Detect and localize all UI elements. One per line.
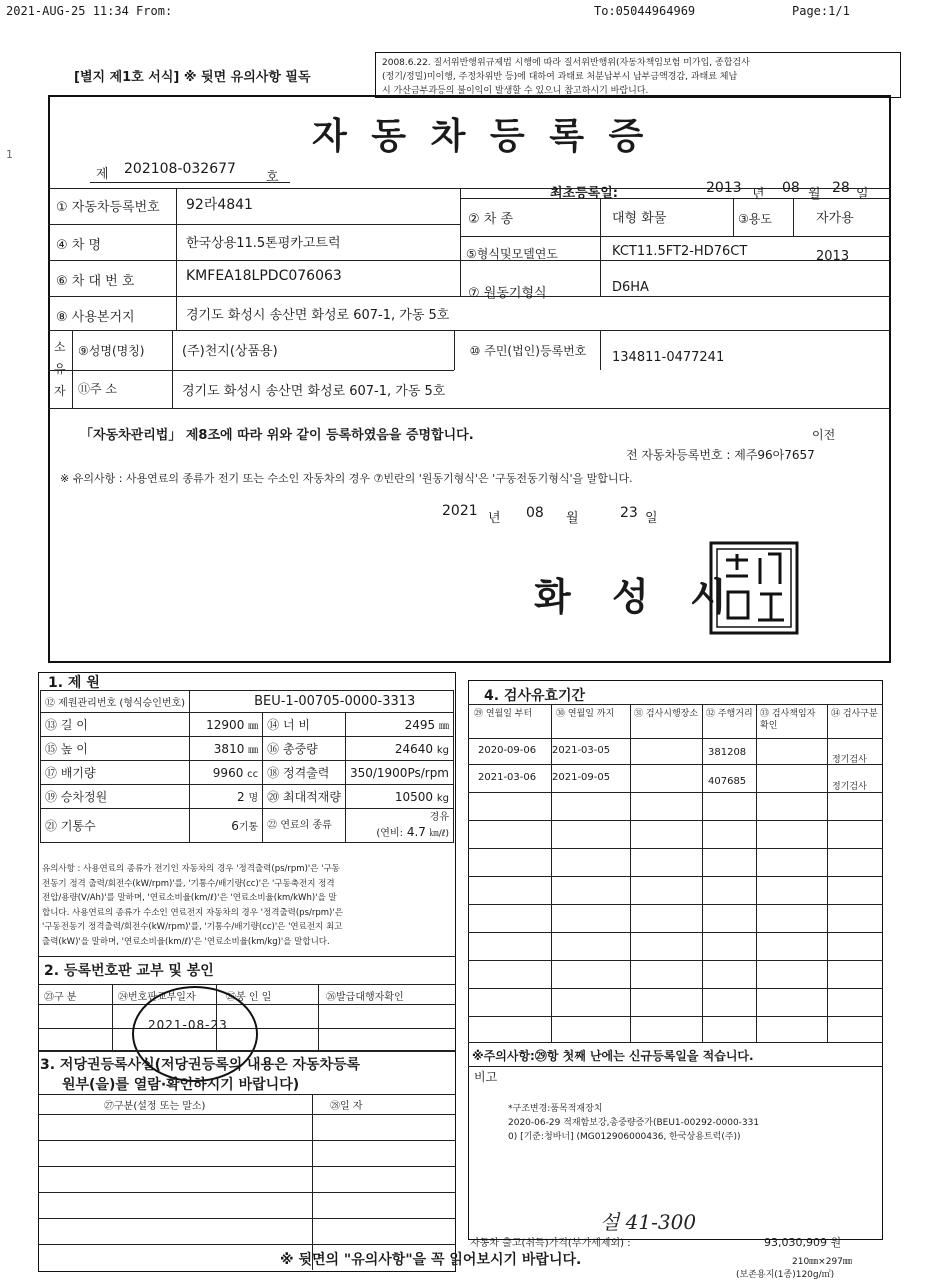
grid-line (600, 198, 601, 296)
grid-line (38, 1094, 456, 1095)
fuel-value: 경유 (429, 811, 449, 823)
plate-label: ① 자동차등록번호 (56, 200, 160, 215)
height-unit: ㎜ (248, 745, 259, 756)
left-mark: 1 (6, 148, 13, 161)
base-value: 경기도 화성시 송산면 화성로 607-1, 가동 5호 (186, 308, 450, 323)
issue-year-char: 년 (488, 511, 501, 526)
disp-label: ⑰ 배기량 (41, 761, 190, 785)
grid-line (460, 236, 891, 237)
insp-title: 4. 검사유효기간 (484, 688, 586, 704)
disp-unit: cc (247, 768, 259, 780)
grid-line (468, 988, 883, 989)
height-label: ⑮ 높 이 (41, 737, 190, 761)
cyl-label: ㉑ 기통수 (41, 809, 190, 843)
first-reg-label: 최초등록일: (550, 186, 618, 201)
mortgage-title-2: 원부(을)를 열람·확인하시기 바랍니다) (62, 1077, 300, 1093)
grid-line (468, 876, 883, 877)
engine-value: D6HA (612, 280, 649, 295)
grid-line (468, 960, 883, 961)
grid-line (38, 1244, 456, 1245)
grid-line (38, 1114, 456, 1115)
grid-line (48, 188, 891, 189)
grid-line (468, 1042, 883, 1043)
grid-line (318, 984, 319, 1050)
issuer-name: 화 성 시 (534, 574, 741, 619)
issue-month-char: 월 (566, 511, 579, 526)
remark-lines (508, 1102, 759, 1144)
plate-issue-h1: ㉓구 분 (44, 992, 77, 1003)
weight-label: ⑯ 총중량 (263, 737, 346, 761)
grid-line (48, 408, 891, 409)
load-unit: kg (436, 792, 449, 804)
insp-h6: ㉞ 검사구분 (831, 709, 878, 719)
mortgage-title: 3. 저당권등록사실(저당권등록의 내용은 자동차등록 (40, 1057, 361, 1073)
cyl-value: 6 (231, 819, 239, 833)
mortgage-h1: ㉗구분(설정 또는 말소) (104, 1101, 206, 1112)
remark-line: 0) [기준:청바너] (MG012906000436, 한국상용트럭(주)) (508, 1132, 741, 1142)
grid-line (756, 704, 757, 1042)
grid-line (468, 1066, 883, 1067)
width-unit: ㎜ (439, 721, 449, 732)
spec-note-line: 유의사항 : 사용연료의 종류가 전기인 자동차의 경우 '정격출력(ps/rpm)'은 '구동 (42, 864, 340, 874)
grid-line (460, 188, 461, 296)
grid-line (468, 764, 883, 765)
grid-line (468, 738, 883, 739)
reg-no-prefix: 제 (96, 167, 109, 182)
fax-page: Page:1/1 (792, 4, 850, 18)
length-label: ⑬ 길 이 (41, 713, 190, 737)
section-divider (38, 1050, 456, 1052)
reg-no-suffix: 호 (266, 170, 279, 185)
remark-line: 2020-06-29 적재함보강,총중량증가(BEU1-00292-0000-331 (508, 1118, 760, 1128)
cyl-unit: 기통 (238, 822, 259, 833)
eff-label: (연비: (376, 827, 403, 839)
day-char: 일 (856, 187, 869, 202)
engine-label: ⑦ 원동기형식 (468, 286, 547, 301)
footer-notice: ※ 뒷면의 "유의사항"을 꼭 읽어보시기 바랍니다. (280, 1252, 582, 1268)
name-label: ④ 차 명 (56, 238, 102, 253)
cert-text: 「자동차관리법」 제8조에 따라 위와 같이 등록하였음을 증명합니다. (80, 428, 474, 443)
grid-line (793, 198, 794, 236)
grid-line (600, 330, 601, 370)
width-value: 2495 (404, 718, 436, 732)
grid-line (827, 704, 828, 1042)
remark-note: ※주의사항:㉙항 첫째 난에는 신규등록일을 적습니다. (472, 1049, 754, 1063)
insp-from: 2020-09-06 (478, 745, 537, 756)
plate-issue-h3: ㉕봉 인 일 (226, 992, 272, 1003)
vin-value: KMFEA18LPDC076063 (186, 268, 342, 284)
grid-line (38, 1140, 456, 1141)
first-reg-day: 28 (832, 180, 850, 196)
official-seal-icon (708, 540, 800, 636)
use-value: 자가용 (816, 211, 854, 226)
grid-line (468, 848, 883, 849)
grid-line (72, 330, 73, 408)
prev-plate: 전 자동차등록번호 : 제주96아7657 (626, 448, 815, 462)
grid-line (468, 704, 883, 705)
model-year: 2013 (816, 249, 850, 264)
grid-line (468, 1016, 883, 1017)
owner-addr-label: ⑪주 소 (78, 382, 117, 396)
reg-no-underline (90, 182, 290, 183)
base-label: ⑧ 사용본거지 (56, 310, 135, 325)
plate-issue-title: 2. 등록번호판 교부 및 봉인 (44, 963, 214, 979)
code-label: ⑫ 제원관리번호 (형식승인번호) (41, 691, 190, 713)
model-label: ⑤형식및모델연도 (466, 247, 558, 261)
owner-name-label: ⑨성명(명칭) (78, 344, 145, 358)
insp-h3: ㉛ 검사시행장소 (634, 709, 699, 719)
notice-line-1: 2008.6.22. 질서위반행위규제법 시행에 따라 질서위반행위(자동차책임보험 미가입, 종합검사 (382, 58, 750, 68)
issue-year: 2021 (442, 503, 478, 519)
grid-line (468, 904, 883, 905)
first-reg-year: 2013 (706, 180, 742, 196)
grid-line (468, 932, 883, 933)
fax-datetime: 2021-AUG-25 11:34 From: (6, 4, 173, 18)
model-value: KCT11.5FT2-HD76CT (612, 244, 748, 259)
grid-line (630, 704, 631, 1042)
code-value: BEU-1-00705-0000-3313 (190, 691, 454, 713)
grid-line (48, 224, 460, 225)
seats-value: 2 (237, 790, 245, 804)
spec-note-line: 합니다. 사용연료의 종류가 수소인 연료전지 자동차의 경우 '정격출력(ps/rpm)'은 (42, 907, 343, 918)
eff-unit: ㎞/ℓ) (429, 828, 449, 839)
year-char: 년 (752, 187, 765, 202)
handwritten-note: 설 41-300 (600, 1210, 697, 1234)
grid-line (112, 984, 113, 1050)
issue-day: 23 (620, 505, 638, 521)
document-title: 자 동 차 등 록 증 (312, 115, 650, 157)
plate-value: 92라4841 (186, 197, 253, 213)
fuel-label: ㉒ 연료의 종류 (263, 809, 346, 843)
reg-no: 202108-032677 (124, 161, 236, 177)
grid-line (454, 330, 455, 370)
paper-size: 210㎜×297㎜ (792, 1257, 852, 1267)
grid-line (460, 198, 891, 199)
grid-line (38, 1218, 456, 1219)
name-value: 한국상용11.5톤평카고트럭 (186, 236, 341, 251)
month-char: 월 (808, 187, 821, 202)
length-value: 12900 (206, 718, 245, 732)
insp-h1: ㉙ 연월일 부터 (474, 709, 533, 719)
grid-line (176, 188, 177, 330)
spec-table (40, 690, 454, 843)
weight-unit: kg (436, 744, 449, 756)
fax-to: To:05044964969 (594, 4, 696, 18)
issue-month: 08 (526, 505, 544, 521)
owner-id-label: ⑩ 주민(법인)등록번호 (469, 344, 587, 358)
insp-km: 407685 (708, 776, 747, 787)
seats-unit: 명 (248, 793, 259, 804)
seats-label: ⑲ 승차정원 (41, 785, 190, 809)
spec-note-line: '구동전동기 정격출력/회전수(kW/rpm)'를, '기통수/배기량(cc)'은 '연료전지 최고 (42, 922, 343, 932)
plate-issue-h4: ㉖발급대행자확인 (326, 992, 404, 1003)
eff-value: 4.7 (406, 824, 426, 839)
load-value: 10500 (394, 789, 434, 804)
weight-value: 24640 (394, 741, 434, 756)
grid-line (48, 330, 891, 331)
grid-line (38, 1166, 456, 1167)
transfer-label: 이전 (812, 428, 836, 442)
spec-note-line: 출력(kW)'을 말하며, '연료소비율(km/ℓ)'은 '연료소비율(km/kg)'을 말합니다. (42, 936, 330, 947)
paper-type: (보존용지(1종)120g/㎡) (736, 1270, 835, 1280)
spec-note-line: 전동기 정격 출력/회전수(kW/rpm)'를, '기통수/배기량(cc)'은 '구동축전지 정격 (42, 878, 335, 889)
spec-note (42, 862, 343, 949)
insp-kind: 정기검사 (832, 755, 867, 765)
insp-h2: ㉚ 연월일 까지 (556, 709, 615, 719)
owner-side-label: 소유자 (54, 340, 66, 398)
grid-line (468, 792, 883, 793)
grid-line (733, 198, 734, 236)
spec-note-line: 전압/용량(V/Ah)'를 말하며, '연료소비율(km/ℓ)'은 '연료소비율(km/kWh)'을 말 (42, 893, 337, 903)
form-label: [별지 제1호 서식] ※ 뒷면 유의사항 필독 (74, 70, 311, 85)
type-label: ② 차 종 (468, 212, 514, 227)
notice-line-3: 시 가산금부과등의 불이익이 발생할 수 있으니 참고하시기 바랍니다. (382, 86, 649, 96)
use-label: ③용도 (738, 212, 772, 226)
issue-day-char: 일 (645, 511, 658, 526)
insp-to: 2021-03-05 (552, 745, 611, 756)
insp-km: 381208 (708, 747, 747, 758)
owner-addr: 경기도 화성시 송산면 화성로 607-1, 가동 5호 (182, 384, 446, 399)
insp-kind: 정기검사 (832, 782, 867, 792)
price-label: 자동차 출고(취득)가격(부가세제외) : (470, 1238, 631, 1249)
width-label: ⑭ 너 비 (263, 713, 346, 737)
caution-text: ※ 유의사항 : 사용연료의 종류가 전기 또는 수소인 자동차의 경우 ⑦빈란의 '원동기형식'은 '구동전동기형식'을 말합니다. (60, 472, 633, 485)
power-value: 350/1900Ps/rpm (345, 761, 453, 785)
plate-issue-date: 2021-08-23 (148, 1018, 228, 1032)
remark-label: 비고 (474, 1070, 498, 1084)
height-value: 3810 (213, 742, 245, 756)
price-value: 93,030,909 원 (764, 1236, 842, 1249)
insp-from: 2021-03-06 (478, 772, 537, 783)
section-divider (38, 956, 456, 957)
first-reg-month: 08 (782, 180, 800, 196)
grid-line (172, 330, 173, 408)
spec-title: 1. 제 원 (48, 675, 100, 691)
insp-h4: ㉜ 주행거리 (706, 709, 753, 719)
notice-line-2: (정기/정밀)미이행, 주정차위반 등)에 대하여 과태료 처분납부시 납부금액경감, 과태료 체납 (382, 72, 738, 82)
power-label: ⑱ 정격출력 (263, 761, 346, 785)
disp-value: 9960 (212, 765, 244, 780)
remark-line: *구조변경:품목적재장치 (508, 1104, 603, 1114)
grid-line (38, 1192, 456, 1193)
insp-h5: ㉝ 검사책임자 확인 (760, 709, 816, 731)
plate-issue-h2: ㉔번호판교부일자 (118, 992, 196, 1003)
notice-box (375, 52, 901, 98)
length-unit: ㎜ (248, 721, 259, 732)
grid-line (468, 820, 883, 821)
grid-line (702, 704, 703, 1042)
grid-line (48, 370, 454, 371)
owner-name: (주)천지(상품용) (182, 344, 278, 359)
owner-id: 134811-0477241 (612, 350, 725, 365)
load-label: ⑳ 최대적재량 (263, 785, 346, 809)
insp-to: 2021-09-05 (552, 772, 611, 783)
type-value: 대형 화물 (612, 211, 667, 226)
mortgage-h2: ㉘일 자 (330, 1101, 363, 1112)
vin-label: ⑥ 차 대 번 호 (56, 274, 135, 289)
